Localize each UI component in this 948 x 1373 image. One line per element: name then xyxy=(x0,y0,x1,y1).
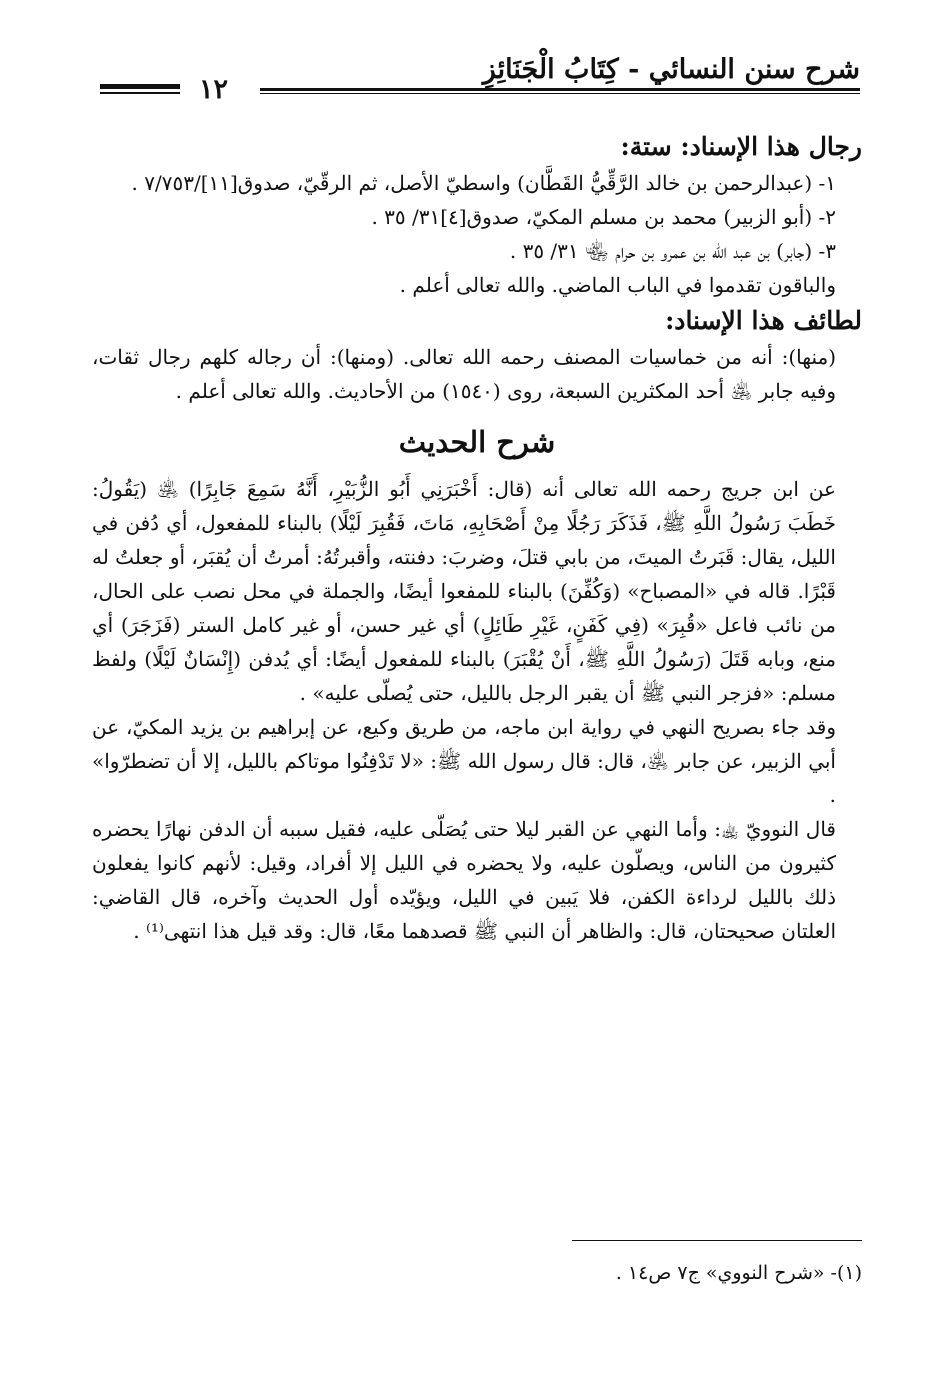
explanation-paragraph-3: قال النوويّ ﵀: وأما النهي عن القبر ليلا حتى يُصَلّى عليه، فقيل سببه أن الدفن نهارًا يحضره كثيرون من الناس، ويصلّون عليه، ولا يحضره في الليل إلا أفراد، وقيل: لأنهم كانوا يفعلون ذلك بالليل لرداءة الكفن، فلا يَبين في الليل، ويؤيّده أول الحديث وآخره، قال القاضي: العلتان صحيحتان، قال: والظاهر أن النبي ﷺ قصدهما معًا، قال: وقد قيل هذا انتهى⁽¹⁾ . xyxy=(92,817,836,943)
narrator-entry-1: ١- (عبدالرحمن بن خالد الرَّقِّيُّ القَطَّان) واسطيّ الأصل، ثم الرقّيّ، صدوق[١١]/٧/٧٥٣ . xyxy=(131,171,836,195)
running-title: شرح سنن النسائي - كِتَابُ الْجَنَائِزِ xyxy=(482,54,860,85)
header-rule-secondary xyxy=(260,93,860,94)
narrators-heading: رجال هذا الإسناد: ستة: xyxy=(620,132,862,161)
page-number: ١٢ xyxy=(198,74,228,105)
subtleties-heading: لطائف هذا الإسناد: xyxy=(665,306,862,335)
subtleties-text: (منها): أنه من خماسيات المصنف رحمه الله تعالى. (ومنها): أن رجاله كلهم رجال ثقات، وفيه جابر ﵁ أحد المكثرين السبعة، روى (١٥٤٠) من الأحاديث. والله تعالى أعلم . xyxy=(92,345,836,403)
explanation-paragraph-1: عن ابن جريج رحمه الله تعالى أنه (قال: أَخْبَرَنِي أَبُو الزُّبَيْرِ، أَنَّهُ سَمِعَ جَابِرًا) ﵁ (يَقُولُ: خَطَبَ رَسُولُ اللَّهِ ﷺ، فَذَكَرَ رَجُلًا مِنْ أَصْحَابِهِ، مَاتَ، فَقُبِرَ لَيْلًا) بالبناء للمفعول، أي دُفن في الليل، يقال: قَبَرتُ الميتَ، من بابي قتلَ، وضربَ: دفنته، وأقبرتُهُ: أمرتُ أن يُقبَر، أو جعلتُ له قَبْرًا. قاله في «المصباح» (وَكُفِّنَ) بالبناء للمفعوا أيضًا، والجملة في محل نصب على الحال، من نائب فاعل «قُبِرَ» (فِي كَفَنٍ، غَيْرِ طَائِلٍ) أي غير حسن، أو غير كامل الستر (فَزَجَرَ) أي منع، وبابه قَتَلَ (رَسُولُ اللَّهِ ﷺ، أَنْ يُقْبَرَ) بالبناء للمفعول أيضًا: أي يُدفن (إِنْسَانٌ لَيْلًا) ولفظ مسلم: «فزجر النبي ﷺ أن يقبر الرجل بالليل، حتى يُصلّى عليه» . xyxy=(92,477,836,705)
explanation-paragraph-2: وقد جاء بصريح النهي في رواية ابن ماجه، من طريق وكيع، عن إبراهيم بن يزيد المكيّ، عن أبي الزبير، عن جابر ﵁، قال: قال رسول الله ﷺ: «لا تَدْفِنُوا موتاكم بالليل، إلا أن تضطرّوا» . xyxy=(92,715,836,807)
narrator-entry-2: ٢- (أبو الزبير) محمد بن مسلم المكيّ، صدوق[٤]٣١/ ٣٥ . xyxy=(371,205,836,229)
footnote: (١)- «شرح النووي» ج٧ ص١٤ . xyxy=(615,1262,862,1284)
header-rule-thin xyxy=(100,92,180,94)
footnote-separator xyxy=(572,1240,862,1241)
page-header xyxy=(100,48,860,108)
header-rule xyxy=(260,88,860,91)
page-body xyxy=(92,128,862,948)
header-rule-thick xyxy=(100,84,180,89)
narrator-entry-3: ٣- (جابر) بن عبد الله بن عمرو بن حرام ﵄ ٣١/ ٣٥ . xyxy=(509,239,836,263)
narrators-closing: والباقون تقدموا في الباب الماضي. والله تعالى أعلم . xyxy=(399,273,836,297)
explanation-heading: شرح الحديث xyxy=(398,425,556,459)
